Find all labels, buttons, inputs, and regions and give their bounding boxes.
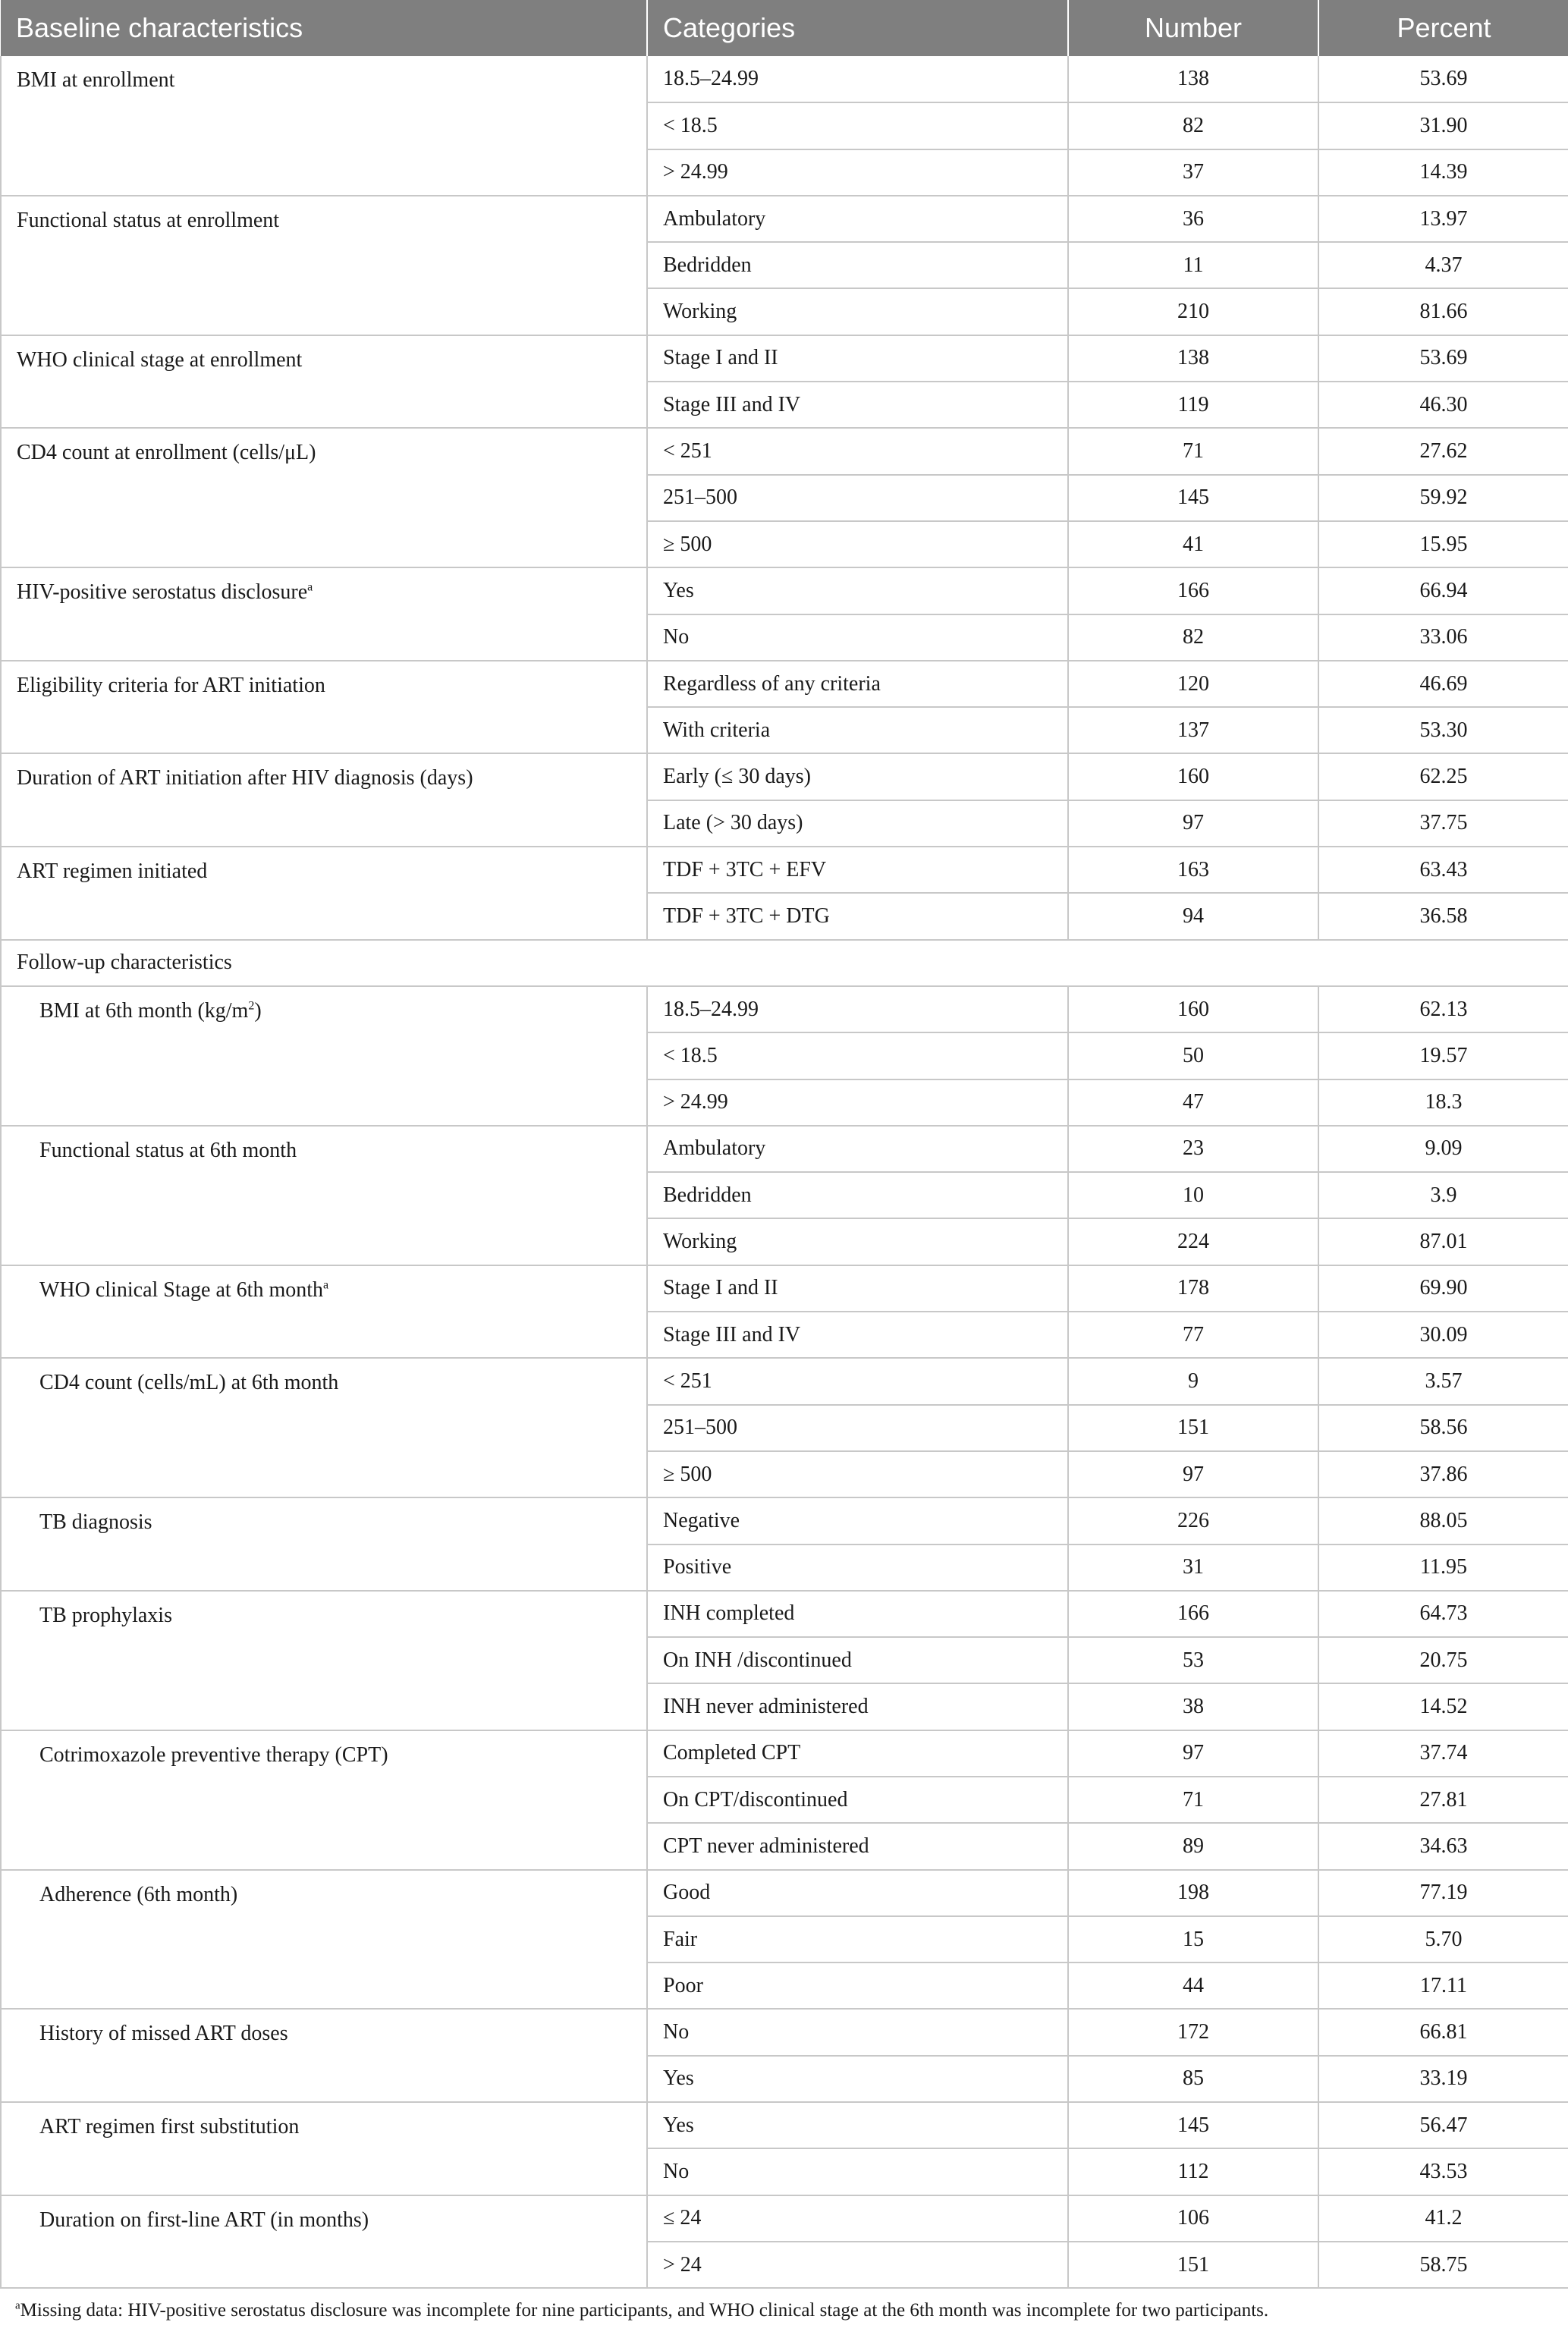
category-cell: < 251	[647, 1358, 1068, 1404]
category-cell: Stage III and IV	[647, 1312, 1068, 1358]
number-cell: 97	[1068, 1730, 1318, 1777]
category-cell: Yes	[647, 2056, 1068, 2102]
number-cell: 112	[1068, 2148, 1318, 2195]
table-row	[1, 567, 1568, 614]
characteristic-label	[1, 56, 647, 196]
number-cell: 224	[1068, 1218, 1318, 1265]
category-cell: > 24.99	[647, 149, 1068, 196]
number-cell: 11	[1068, 242, 1318, 288]
percent-cell: 5.70	[1318, 1916, 1568, 1962]
characteristic-text: CD4 count at enrollment (cells/μL)	[17, 441, 316, 465]
percent-cell: 69.90	[1318, 1265, 1568, 1312]
percent-cell: 37.74	[1318, 1730, 1568, 1777]
table-row	[1, 2195, 1568, 2242]
number-cell: 120	[1068, 661, 1318, 707]
number-cell: 163	[1068, 847, 1318, 893]
percent-cell: 66.81	[1318, 2009, 1568, 2055]
characteristic-label	[1, 1265, 647, 1359]
table-row	[1, 753, 1568, 800]
number-cell: 97	[1068, 1451, 1318, 1497]
characteristic-text: Functional status at 6th month	[39, 1138, 297, 1162]
percent-cell: 31.90	[1318, 102, 1568, 149]
number-cell: 71	[1068, 428, 1318, 474]
percent-cell: 27.81	[1318, 1777, 1568, 1823]
characteristic-text: WHO clinical stage at enrollment	[17, 347, 303, 372]
percent-cell: 62.13	[1318, 986, 1568, 1032]
number-cell: 41	[1068, 521, 1318, 567]
category-cell: Yes	[647, 567, 1068, 614]
number-cell: 50	[1068, 1032, 1318, 1079]
header-percent: Percent	[1318, 0, 1568, 56]
footnote-text: Missing data: HIV-positive serostatus disclosure was incomplete for nine participants, and WHO clinical stage at the 6th month was incomplete for two participants.	[20, 2300, 1269, 2321]
percent-cell: 33.06	[1318, 614, 1568, 661]
characteristic-label	[1, 1126, 647, 1265]
table-row	[1, 1730, 1568, 1777]
percent-cell: 15.95	[1318, 521, 1568, 567]
percent-cell: 88.05	[1318, 1497, 1568, 1544]
number-cell: 145	[1068, 2102, 1318, 2148]
percent-cell: 77.19	[1318, 1870, 1568, 1916]
category-cell: Bedridden	[647, 242, 1068, 288]
number-cell: 106	[1068, 2195, 1318, 2242]
percent-cell: 17.11	[1318, 1962, 1568, 2009]
characteristic-text: Adherence (6th month)	[39, 1882, 238, 1906]
category-cell: Stage III and IV	[647, 382, 1068, 428]
category-cell: 251–500	[647, 475, 1068, 521]
percent-cell: 14.39	[1318, 149, 1568, 196]
characteristic-label	[1, 986, 647, 1126]
category-cell: INH completed	[647, 1591, 1068, 1637]
characteristic-label	[1, 847, 647, 940]
percent-cell: 81.66	[1318, 288, 1568, 335]
percent-cell: 13.97	[1318, 196, 1568, 242]
category-cell: ≥ 500	[647, 1451, 1068, 1497]
characteristic-label	[1, 661, 647, 754]
category-cell: TDF + 3TC + DTG	[647, 893, 1068, 939]
table-row	[1, 1591, 1568, 1637]
category-cell: > 24.99	[647, 1079, 1068, 1126]
category-cell: < 18.5	[647, 102, 1068, 149]
number-cell: 151	[1068, 2242, 1318, 2288]
characteristic-text: Duration of ART initiation after HIV diagnosis (days)	[17, 766, 473, 790]
category-cell: ≤ 24	[647, 2195, 1068, 2242]
header-characteristics: Baseline characteristics	[1, 0, 647, 56]
category-cell: Positive	[647, 1545, 1068, 1591]
characteristic-label	[1, 567, 647, 661]
footnote	[15, 2300, 1268, 2321]
category-cell: Late (> 30 days)	[647, 800, 1068, 847]
number-cell: 38	[1068, 1683, 1318, 1730]
percent-cell: 33.19	[1318, 2056, 1568, 2102]
table-row	[1, 1497, 1568, 1544]
characteristic-label	[1, 2102, 647, 2195]
number-cell: 198	[1068, 1870, 1318, 1916]
table-row	[1, 196, 1568, 242]
table-row	[1, 986, 1568, 1032]
category-cell: Ambulatory	[647, 196, 1068, 242]
category-cell: INH never administered	[647, 1683, 1068, 1730]
percent-cell: 59.92	[1318, 475, 1568, 521]
number-cell: 82	[1068, 102, 1318, 149]
table-row	[1, 1126, 1568, 1172]
header-number: Number	[1068, 0, 1318, 56]
percent-cell: 62.25	[1318, 753, 1568, 800]
category-cell: With criteria	[647, 707, 1068, 753]
characteristic-label	[1, 428, 647, 567]
category-cell: CPT never administered	[647, 1823, 1068, 1869]
characteristic-text: History of missed ART doses	[39, 2022, 288, 2046]
number-cell: 85	[1068, 2056, 1318, 2102]
category-cell: No	[647, 2009, 1068, 2055]
characteristic-text: WHO clinical Stage at 6th month	[39, 1277, 324, 1302]
percent-cell: 53.69	[1318, 56, 1568, 102]
number-cell: 138	[1068, 56, 1318, 102]
number-cell: 10	[1068, 1172, 1318, 1218]
number-cell: 166	[1068, 567, 1318, 614]
number-cell: 166	[1068, 1591, 1318, 1637]
category-cell: Completed CPT	[647, 1730, 1068, 1777]
percent-cell: 27.62	[1318, 428, 1568, 474]
characteristic-label	[1, 1870, 647, 2010]
number-cell: 31	[1068, 1545, 1318, 1591]
table-row	[1, 2009, 1568, 2055]
table-header-row	[1, 0, 1568, 56]
category-cell: Poor	[647, 1962, 1068, 2009]
percent-cell: 58.56	[1318, 1405, 1568, 1451]
characteristic-text: CD4 count (cells/mL) at 6th month	[39, 1371, 339, 1395]
number-cell: 178	[1068, 1265, 1318, 1312]
characteristic-text: BMI at 6th month (kg/m	[39, 998, 249, 1023]
percent-cell: 11.95	[1318, 1545, 1568, 1591]
characteristic-text: HIV-positive serostatus disclosure	[17, 580, 308, 605]
category-cell: On INH /discontinued	[647, 1637, 1068, 1683]
characteristic-text-suffix: )	[254, 998, 262, 1023]
number-cell: 94	[1068, 893, 1318, 939]
percent-cell: 46.30	[1318, 382, 1568, 428]
category-cell: No	[647, 2148, 1068, 2195]
table-row	[1, 335, 1568, 382]
category-cell: Working	[647, 288, 1068, 335]
percent-cell: 37.86	[1318, 1451, 1568, 1497]
superscript: 2	[248, 999, 255, 1013]
percent-cell: 58.75	[1318, 2242, 1568, 2288]
category-cell: Good	[647, 1870, 1068, 1916]
table-row	[1, 847, 1568, 893]
number-cell: 138	[1068, 335, 1318, 382]
percent-cell: 3.57	[1318, 1358, 1568, 1404]
characteristic-label	[1, 2195, 647, 2289]
number-cell: 137	[1068, 707, 1318, 753]
characteristic-text: BMI at enrollment	[17, 68, 175, 92]
table-row	[1, 1358, 1568, 1404]
table-row	[1, 428, 1568, 474]
percent-cell: 36.58	[1318, 893, 1568, 939]
category-cell: Yes	[647, 2102, 1068, 2148]
percent-cell: 64.73	[1318, 1591, 1568, 1637]
category-cell: No	[647, 614, 1068, 661]
characteristic-text: Cotrimoxazole preventive therapy (CPT)	[39, 1743, 388, 1767]
number-cell: 9	[1068, 1358, 1318, 1404]
percent-cell: 46.69	[1318, 661, 1568, 707]
characteristic-text: Functional status at enrollment	[17, 208, 280, 232]
percent-cell: 3.9	[1318, 1172, 1568, 1218]
table-body	[1, 56, 1568, 2288]
characteristic-label	[1, 2009, 647, 2102]
characteristic-text: TB prophylaxis	[39, 1603, 172, 1627]
percent-cell: 14.52	[1318, 1683, 1568, 1730]
number-cell: 23	[1068, 1126, 1318, 1172]
number-cell: 15	[1068, 1916, 1318, 1962]
category-cell: 251–500	[647, 1405, 1068, 1451]
superscript: a	[323, 1278, 329, 1292]
percent-cell: 66.94	[1318, 567, 1568, 614]
category-cell: Fair	[647, 1916, 1068, 1962]
number-cell: 47	[1068, 1079, 1318, 1126]
percent-cell: 53.30	[1318, 707, 1568, 753]
category-cell: Bedridden	[647, 1172, 1068, 1218]
category-cell: 18.5–24.99	[647, 56, 1068, 102]
table-row	[1, 2102, 1568, 2148]
number-cell: 151	[1068, 1405, 1318, 1451]
category-cell: > 24	[647, 2242, 1068, 2288]
characteristic-label	[1, 1497, 647, 1591]
section-row	[1, 940, 1568, 986]
header-categories: Categories	[647, 0, 1068, 56]
number-cell: 44	[1068, 1962, 1318, 2009]
percent-cell: 4.37	[1318, 242, 1568, 288]
percent-cell: 63.43	[1318, 847, 1568, 893]
number-cell: 37	[1068, 149, 1318, 196]
category-cell: Working	[647, 1218, 1068, 1265]
number-cell: 145	[1068, 475, 1318, 521]
category-cell: 18.5–24.99	[647, 986, 1068, 1032]
characteristic-text: Eligibility criteria for ART initiation	[17, 673, 325, 697]
section-heading: Follow-up characteristics	[1, 940, 1568, 986]
characteristic-label	[1, 1730, 647, 1870]
characteristic-label	[1, 196, 647, 335]
characteristic-label	[1, 1591, 647, 1730]
category-cell: Regardless of any criteria	[647, 661, 1068, 707]
number-cell: 82	[1068, 614, 1318, 661]
number-cell: 97	[1068, 800, 1318, 847]
percent-cell: 56.47	[1318, 2102, 1568, 2148]
number-cell: 89	[1068, 1823, 1318, 1869]
percent-cell: 20.75	[1318, 1637, 1568, 1683]
percent-cell: 30.09	[1318, 1312, 1568, 1358]
number-cell: 71	[1068, 1777, 1318, 1823]
number-cell: 36	[1068, 196, 1318, 242]
number-cell: 172	[1068, 2009, 1318, 2055]
category-cell: Early (≤ 30 days)	[647, 753, 1068, 800]
number-cell: 119	[1068, 382, 1318, 428]
characteristic-text: Duration on first-line ART (in months)	[39, 2208, 369, 2232]
characteristic-label	[1, 1358, 647, 1497]
category-cell: Stage I and II	[647, 335, 1068, 382]
percent-cell: 34.63	[1318, 1823, 1568, 1869]
footnote-marker: a	[15, 2299, 20, 2312]
percent-cell: 9.09	[1318, 1126, 1568, 1172]
number-cell: 77	[1068, 1312, 1318, 1358]
category-cell: TDF + 3TC + EFV	[647, 847, 1068, 893]
category-cell: Ambulatory	[647, 1126, 1068, 1172]
category-cell: Negative	[647, 1497, 1068, 1544]
percent-cell: 41.2	[1318, 2195, 1568, 2242]
number-cell: 53	[1068, 1637, 1318, 1683]
number-cell: 160	[1068, 753, 1318, 800]
table-row	[1, 56, 1568, 102]
superscript: a	[307, 580, 313, 594]
table-row	[1, 1265, 1568, 1312]
percent-cell: 18.3	[1318, 1079, 1568, 1126]
characteristic-text: TB diagnosis	[39, 1510, 152, 1535]
category-cell: < 251	[647, 428, 1068, 474]
category-cell: Stage I and II	[647, 1265, 1068, 1312]
category-cell: On CPT/discontinued	[647, 1777, 1068, 1823]
characteristic-label	[1, 753, 647, 847]
characteristic-text: ART regimen initiated	[17, 859, 208, 884]
category-cell: ≥ 500	[647, 521, 1068, 567]
percent-cell: 53.69	[1318, 335, 1568, 382]
percent-cell: 43.53	[1318, 2148, 1568, 2195]
category-cell: < 18.5	[647, 1032, 1068, 1079]
percent-cell: 37.75	[1318, 800, 1568, 847]
number-cell: 226	[1068, 1497, 1318, 1544]
characteristic-text: ART regimen first substitution	[39, 2115, 300, 2139]
table-row	[1, 661, 1568, 707]
percent-cell: 19.57	[1318, 1032, 1568, 1079]
table-row	[1, 1870, 1568, 1916]
percent-cell: 87.01	[1318, 1218, 1568, 1265]
characteristic-label	[1, 335, 647, 429]
number-cell: 210	[1068, 288, 1318, 335]
number-cell: 160	[1068, 986, 1318, 1032]
